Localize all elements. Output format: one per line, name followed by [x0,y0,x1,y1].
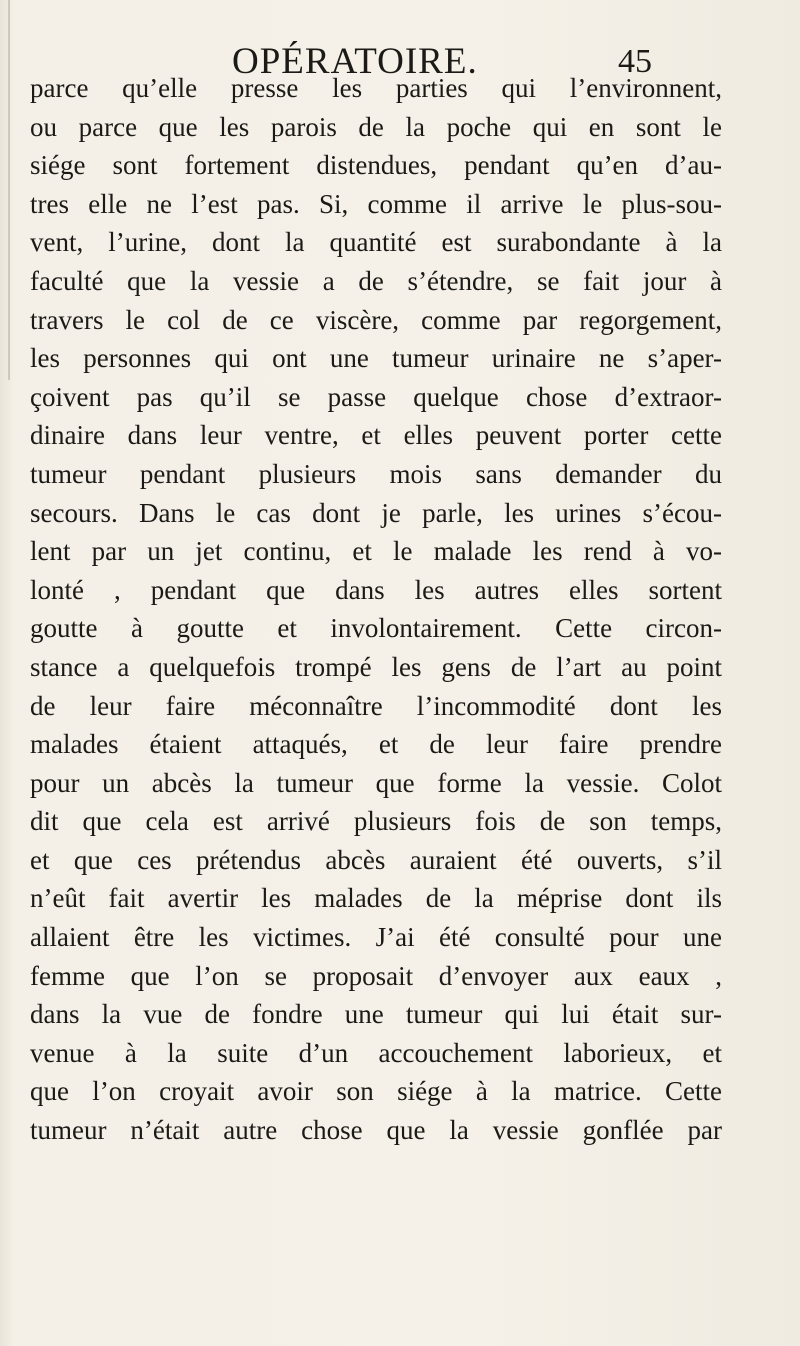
text-line: que l’on croyait avoir son siége à la matrice. Cette [30,1076,722,1107]
text-line: ou parce que les parois de la poche qui en sont le [30,111,722,142]
text-line: et que ces prétendus abcès auraient été ouverts, s’il [30,844,722,875]
text-line: pour un abcès la tumeur que forme la vessie. Colot [30,767,722,798]
text-line: dans la vue de fondre une tumeur qui lui était sur- [30,999,722,1030]
text-line: secours. Dans le cas dont je parle, les urines s’écou- [30,497,722,528]
text-line: lonté , pendant que dans les autres elles sortent [30,574,722,605]
text-line: lent par un jet continu, et le malade les rend à vo- [30,536,722,567]
text-line: faculté que la vessie a de s’étendre, se fait jour à [30,265,722,296]
page-number: 45 [618,43,652,80]
text-line: de leur faire méconnaître l’incommodité dont les [30,690,722,721]
body-text [30,69,722,1150]
text-line: travers le col de ce viscère, comme par regorgement, [30,304,722,335]
text-line: parce qu’elle presse les parties qui l’environnent, [30,73,722,103]
text-line: dit que cela est arrivé plusieurs fois de son temps, [30,806,722,837]
text-line: siége sont fortement distendues, pendant qu’en d’au- [30,150,722,181]
text-line: çoivent pas qu’il se passe quelque chose d’extraor- [30,381,722,412]
text-line: malades étaient attaqués, et de leur faire prendre [30,729,722,760]
text-line: stance a quelquefois trompé les gens de l’art au point [30,651,722,682]
text-line: allaient être les victimes. J’ai été consulté pour une [30,922,722,953]
text-line: tumeur pendant plusieurs mois sans demander du [30,458,722,489]
text-line: goutte à goutte et involontairement. Cette circon- [30,613,722,644]
text-line: dinaire dans leur ventre, et elles peuvent porter cette [30,420,722,451]
text-line: venue à la suite d’un accouchement laborieux, et [30,1037,722,1068]
text-line: tumeur n’était autre chose que la vessie gonflée par [30,1115,722,1146]
text-line: tres elle ne l’est pas. Si, comme il arrive le plus-sou- [30,188,722,219]
text-line: femme que l’on se proposait d’envoyer aux eaux , [30,960,722,991]
text-line: les personnes qui ont une tumeur urinaire ne s’aper- [30,343,722,374]
text-line: vent, l’urine, dont la quantité est surabondante à la [30,227,722,258]
running-title: OPÉRATOIRE. [232,41,478,82]
text-line: n’eût fait avertir les malades de la méprise dont ils [30,883,722,914]
